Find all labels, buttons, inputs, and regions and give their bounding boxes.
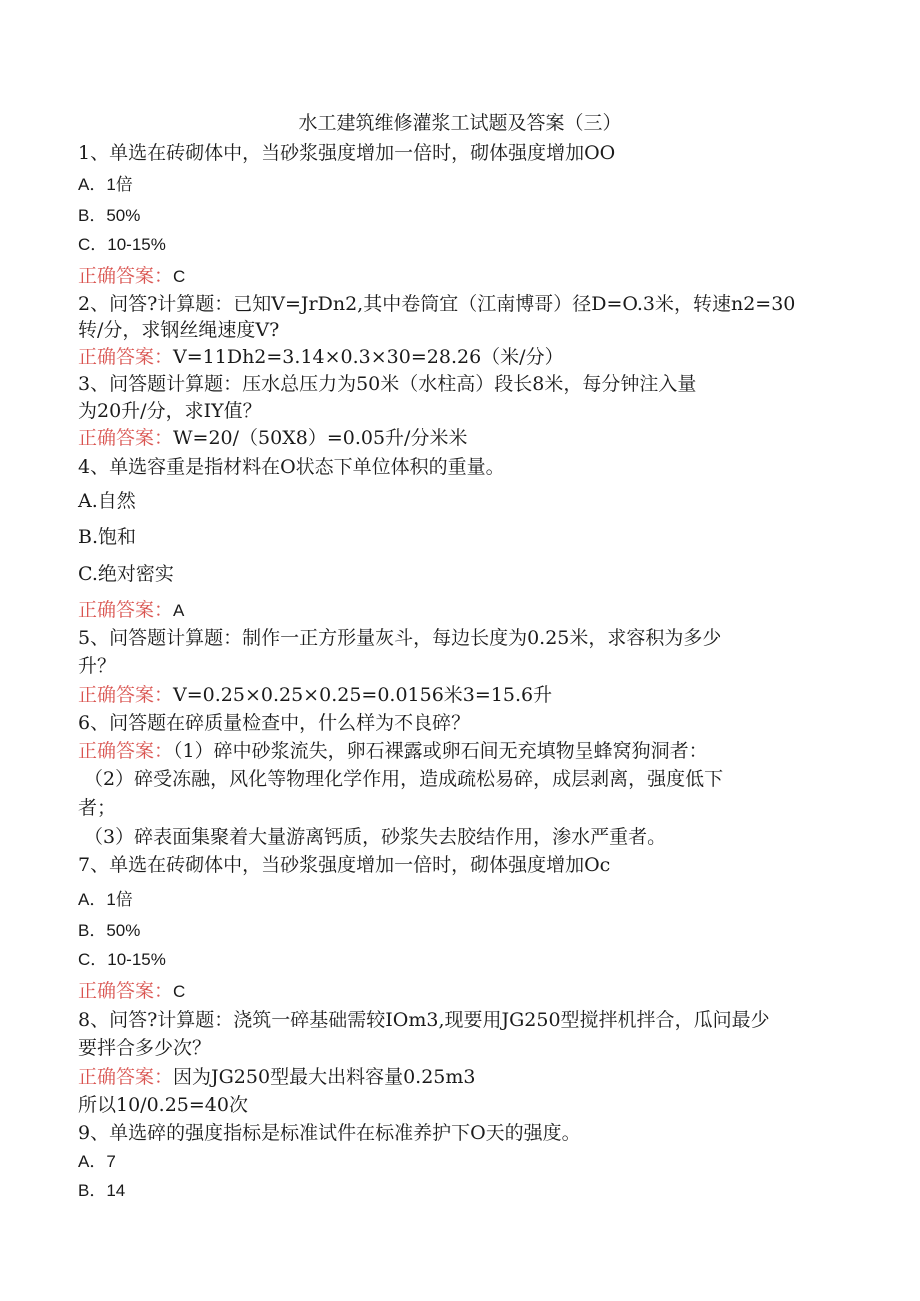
question-6: 6、问答题在碎质量检查中，什么样为不良碎？ xyxy=(78,712,471,734)
q6-answer-point-2-cont: 者； xyxy=(78,797,117,819)
q1-option-c: C．10-15% xyxy=(78,235,166,254)
answer-label: 正确答案： xyxy=(78,980,174,1002)
answer-label: 正确答案： xyxy=(78,346,174,368)
answer-text: C xyxy=(173,267,186,286)
q7-option-b: B．50% xyxy=(78,921,141,940)
q8-answer-cont: 所以10/0.25=40次 xyxy=(78,1094,248,1116)
q1-answer xyxy=(78,264,850,289)
q7-option-a: A．1倍 xyxy=(78,890,133,909)
q4-option-c: C.绝对密实 xyxy=(78,563,174,585)
answer-text: V=11Dh2=3.14×0.3×30=28.26（米/分） xyxy=(173,346,564,368)
question-9: 9、单选碎的强度指标是标准试件在标准养护下O天的强度。 xyxy=(78,1122,581,1144)
q6-answer-point-2: （2）碎受冻融，风化等物理化学作用，造成疏松易碎，成层剥离，强度低下 xyxy=(84,768,724,790)
answer-label: 正确答案： xyxy=(78,427,174,449)
question-5-cont: 升？ xyxy=(78,655,117,677)
q4-option-a: A.自然 xyxy=(78,490,136,512)
q7-option-c: C．10-15% xyxy=(78,950,166,969)
question-1: 1、单选在砖砌体中，当砂浆强度增加一倍时，砌体强度增加OO xyxy=(78,142,616,164)
q8-answer xyxy=(78,1065,850,1089)
question-4: 4、单选容重是指材料在O状态下单位体积的重量。 xyxy=(78,456,505,478)
q1-option-a: A．1倍 xyxy=(78,175,133,194)
question-3: 3、问答题计算题：压水总压力为50米（水柱高）段长8米，每分钟注入量 xyxy=(78,373,697,395)
question-3-cont: 为20升/分，求IY值？ xyxy=(78,400,262,422)
q6-answer-point-3: （3）碎表面集聚着大量游离钙质，砂浆失去胶结作用，渗水严重者。 xyxy=(84,826,667,848)
question-8-cont: 要拌合多少次？ xyxy=(78,1037,212,1059)
q1-option-b: B．50% xyxy=(78,206,141,225)
question-8: 8、问答?计算题：浇筑一碎基础需较IOm3,现要用JG250型搅拌机拌合，瓜问最少 xyxy=(78,1009,770,1031)
answer-label: 正确答案： xyxy=(78,684,174,706)
answer-label: 正确答案： xyxy=(78,1066,174,1088)
q9-option-a: A．7 xyxy=(78,1152,116,1171)
answer-text: 因为JG250型最大出料容量0.25m3 xyxy=(173,1066,476,1088)
question-7: 7、单选在砖砌体中，当砂浆强度增加一倍时，砌体强度增加Oc xyxy=(78,854,611,876)
document-title: 水工建筑维修灌浆工试题及答案（三） xyxy=(298,112,622,134)
q4-answer xyxy=(78,598,850,623)
answer-text: （1）碎中砂浆流失，卵石裸露或卵石间无充填物呈蜂窝狗洞者： xyxy=(173,740,708,762)
answer-text: V=0.25×0.25×0.25=0.0156米3=15.6升 xyxy=(173,684,553,706)
q3-answer xyxy=(78,426,850,450)
q2-answer xyxy=(78,345,850,369)
question-5: 5、问答题计算题：制作一正方形量灰斗，每边长度为0.25米，求容积为多少 xyxy=(78,627,722,649)
answer-label: 正确答案： xyxy=(78,740,174,762)
answer-text: C xyxy=(173,982,186,1001)
answer-label: 正确答案： xyxy=(78,265,174,287)
q6-answer xyxy=(78,739,850,763)
question-2: 2、问答?计算题：已知V=JrDn2,其中卷筒宜（江南博哥）径D=O.3米，转速n2=30 xyxy=(78,293,796,315)
answer-text: W=20/（50X8）=0.05升/分米米 xyxy=(173,427,468,449)
q9-option-b: B．14 xyxy=(78,1181,126,1200)
question-2-cont: 转/分，求钢丝绳速度V? xyxy=(78,319,280,341)
q7-answer xyxy=(78,979,850,1004)
q4-option-b: B.饱和 xyxy=(78,526,137,548)
answer-text: A xyxy=(173,601,185,620)
answer-label: 正确答案： xyxy=(78,599,174,621)
q5-answer xyxy=(78,683,850,707)
